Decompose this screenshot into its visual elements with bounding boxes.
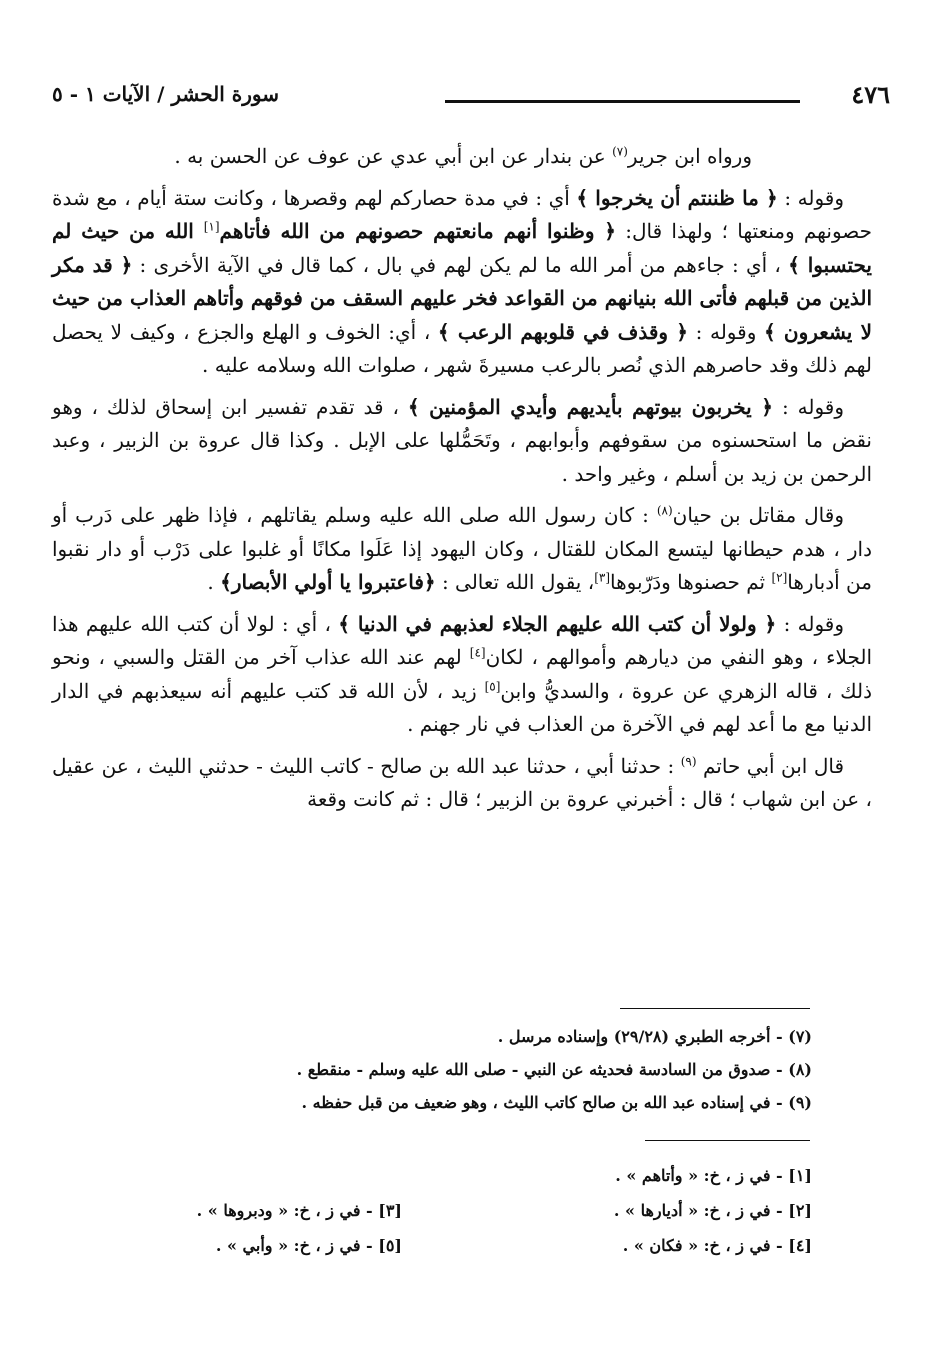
page-header <box>52 80 890 118</box>
text-run: ، قد تقدم تفسير ابن إسحاق لذلك ، وهو نقض ما استحسنوه من سقوفهم وأبوابهم ، وتَحَمُّلها على الإبل . وكذا قال عروة بن الزبير ، وعبد الرحمن بن زيد بن أسلم ، وغير واحد . <box>52 394 872 486</box>
footnote-ref: (٧) <box>612 144 628 159</box>
quran-quote: ﴿ ما ظننتم أن يخرجوا ﴾ <box>576 185 778 210</box>
text-run: وقوله : <box>773 394 845 419</box>
variant-row <box>152 1158 812 1193</box>
variant-1: [١] - في ز ، خ: « وأتاهم » . <box>615 1166 812 1185</box>
page-number: ٤٧٦ <box>851 80 890 109</box>
text-run: وقوله : <box>688 319 764 344</box>
text-run: وقال مقاتل بن حيان <box>672 503 844 527</box>
footnote-rule <box>620 1008 810 1009</box>
paragraph-6 <box>52 750 872 817</box>
text-run: وقوله : <box>776 611 845 636</box>
variant-2: [٢] - في ز ، خ: « أديارها » . <box>613 1201 812 1220</box>
footnote-8: (٨) - صدوق من السادسة فحديثه عن النبي - صلى الله عليه وسلم - منقطع . <box>296 1060 812 1079</box>
manuscript-variants <box>152 1158 812 1263</box>
chapter-title: سورة الحشر / الآيات ١ - ٥ <box>52 82 280 106</box>
quran-quote: ﴿فاعتبروا يا أولي الأبصار﴾ <box>220 570 436 594</box>
quran-quote: ﴿ قد مكر الذين من قبلهم فأتى الله بنيانهم من القواعد فخر عليهم السقف من فوقهم وأتاهم العذاب من حيث لا يشعرون ﴾ <box>52 252 872 344</box>
text-run: أي : في مدة حصاركم لهم وقصرها ، وكانت ستة أيام ، مع شدة حصونهم ومنعتها ؛ ولهذا قال: <box>52 185 872 243</box>
main-text <box>52 140 872 825</box>
text-run: وقوله : <box>777 185 844 210</box>
variant-row <box>152 1228 812 1263</box>
text-run: عن بندار عن ابن أبي عدي عن عوف عن الحسن به . <box>174 144 613 168</box>
quran-quote: ﴿ ولولا أن كتب الله عليهم الجلاء لعذبهم في الدنيا ﴾ <box>338 611 777 636</box>
text-run: ، يقول الله تعالى : <box>435 570 595 594</box>
variant-5: [٥] - في ز ، خ: « وأبي » . <box>215 1236 402 1255</box>
text-run: . <box>207 570 221 594</box>
paragraph-3 <box>52 391 872 492</box>
text-run: : كان رسول الله صلى الله عليه وسلم يقاتلهم ، فإذا ظهر على دَرب أو دار ، هدم حيطانها ليتسع المكان للقتال ، وكان اليهود إذا عَلَوا مكانًا أو غلبوا على دَرْب أو دار نقبوا من أدبارها <box>52 503 872 594</box>
text-run: ، أي : لولا أن كتب الله عليهم هذا الجلاء ، وهو النفي من ديارهم وأموالهم ، لكان <box>52 611 873 669</box>
paragraph-4 <box>52 499 872 600</box>
text-run: لهم عند الله عذاب آخر من القتل والسبي ، ونحو ذلك ، قاله الزهري عن عروة ، والسديُّ وابن <box>52 645 873 703</box>
variant-ref: [٣] <box>594 570 611 585</box>
quran-quote: الله من حيث لم يحتسبوا ﴾ <box>52 219 872 277</box>
footnote-ref: (٩) <box>680 753 697 768</box>
paragraph-2 <box>52 182 872 383</box>
text-run: ، أي : جاءهم من أمر الله ما لم يكن لهم في بال ، كما قال في الآية الأخرى : <box>132 252 789 277</box>
header-rule <box>445 100 800 103</box>
text-run: ورواه ابن جرير <box>627 144 752 168</box>
text-run: قال ابن أبي حاتم <box>696 753 845 778</box>
variant-4: [٤] - في ز ، خ: « فكان » . <box>622 1236 812 1255</box>
text-run: ثم حصنوها ودَرّبوها <box>610 570 772 594</box>
variant-ref: [١] <box>203 219 220 234</box>
variants-rule <box>645 1140 810 1141</box>
variant-ref: [٥] <box>484 678 501 693</box>
footnote-7: (٧) - أخرجه الطبري (٢٩/٢٨) وإسناده مرسل . <box>497 1027 812 1046</box>
quran-quote: ﴿ يخربون بيوتهم بأيديهم وأيدي المؤمنين ﴾ <box>407 394 774 419</box>
variant-row <box>152 1193 812 1228</box>
variant-3: [٣] - في ز ، خ: « ودبروها » . <box>196 1201 402 1220</box>
quran-quote: ﴿ وقذف في قلوبهم الرعب ﴾ <box>437 319 689 344</box>
text-run: زيد ، لأن الله قد كتب عليهم أنه سيعذبهم في الدار الدنيا مع ما أعد لهم في الآخرة من العذاب في نار جهنم . <box>52 678 872 736</box>
text-run: : حدثنا أبي ، حدثنا عبد الله بن صالح - كاتب الليث - حدثني الليث ، عن عقيل ، عن ابن شهاب ؛ قال : أخبرني عروة بن الزبير ؛ قال : ثم كانت وقعة <box>52 753 872 811</box>
footnote-9: (٩) - في إسناده عبد الله بن صالح كاتب الليث ، وهو ضعيف من قبل حفظه . <box>301 1093 812 1112</box>
paragraph-5 <box>52 608 872 742</box>
footnotes <box>112 1020 812 1119</box>
text-run: ، أي: الخوف و الهلع والجزع ، وكيف لا يحصل لهم ذلك وقد حاصرهم الذي نُصر بالرعب مسيرةَ شهر ، صلوات الله وسلامه عليه . <box>52 319 872 377</box>
variant-ref: [٤] <box>469 645 486 660</box>
variant-ref: [٢] <box>771 570 788 585</box>
paragraph-1 <box>52 140 872 174</box>
footnote-ref: (٨) <box>656 503 673 518</box>
quran-quote: ﴿ وظنوا أنهم مانعتهم حصونهم من الله فأتاهم <box>219 219 617 243</box>
